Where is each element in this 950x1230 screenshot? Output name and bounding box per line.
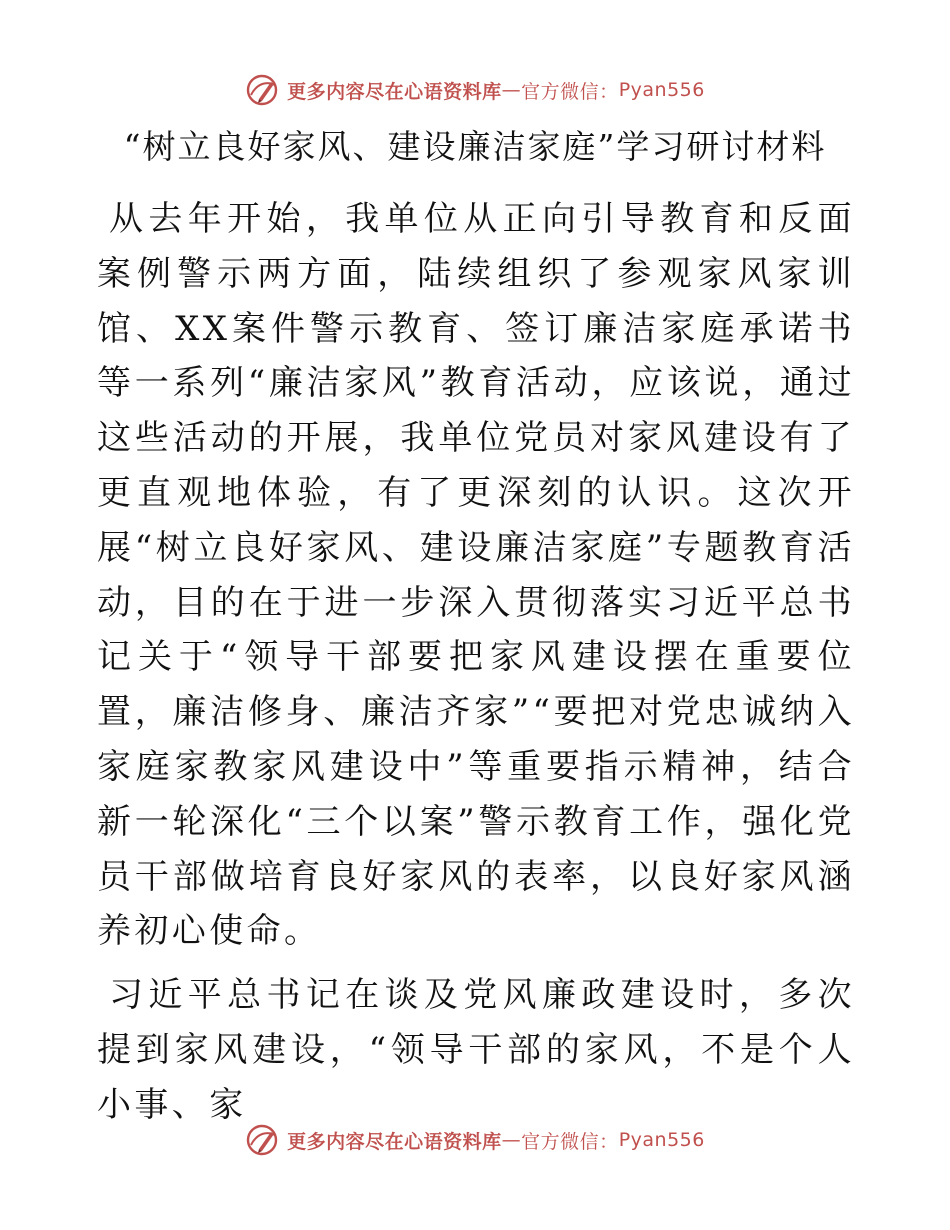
- banner-separator: —: [501, 79, 522, 101]
- banner-wechat-label: 官方微信：: [521, 80, 619, 103]
- pen-circle-logo-icon: [245, 1123, 279, 1157]
- body-paragraph-1: 从去年开始，我单位从正向引导教育和反面案例警示两方面，陆续组织了参观家风家训馆、XX案件警示教育、签订廉洁家庭承诺书等一系列“廉洁家风”教育活动，应该说，通过这些活动的开展，我单位党员对家风建设有了更直观地体验，有了更深刻的认识。这次开展“树立良好家风、建设廉洁家庭”专题教育活动，目的在于进一步深入贯彻落实习近平总书记关于“领导干部要把家风建设摆在重要位置，廉洁修身、廉洁齐家”“要把对党忠诚纳入家庭家教家风建设中”等重要指示精神，结合新一轮深化“三个以案”警示教育工作，强化党员干部做培育良好家风的表率，以良好家风涵养初心使命。: [97, 199, 855, 952]
- pen-circle-logo-icon: [245, 73, 279, 107]
- banner-wechat-id: Pyan556: [618, 1129, 705, 1151]
- banner-wechat-id: Pyan556: [618, 79, 705, 101]
- banner-site-text: 更多内容尽在心语资料库: [287, 80, 502, 103]
- header-watermark-banner: [0, 70, 950, 110]
- document-title: “树立良好家风、建设廉洁家庭”学习研讨材料: [123, 127, 827, 166]
- footer-watermark-banner: [0, 1120, 950, 1160]
- body-paragraph-2: 习近平总书记在谈及党风廉政建设时，多次提到家风建设，“领导干部的家风，不是个人小事、家: [97, 975, 855, 1125]
- banner-separator: —: [501, 1129, 522, 1151]
- banner-site-text: 更多内容尽在心语资料库: [287, 1130, 502, 1153]
- banner-wechat-label: 官方微信：: [521, 1130, 619, 1153]
